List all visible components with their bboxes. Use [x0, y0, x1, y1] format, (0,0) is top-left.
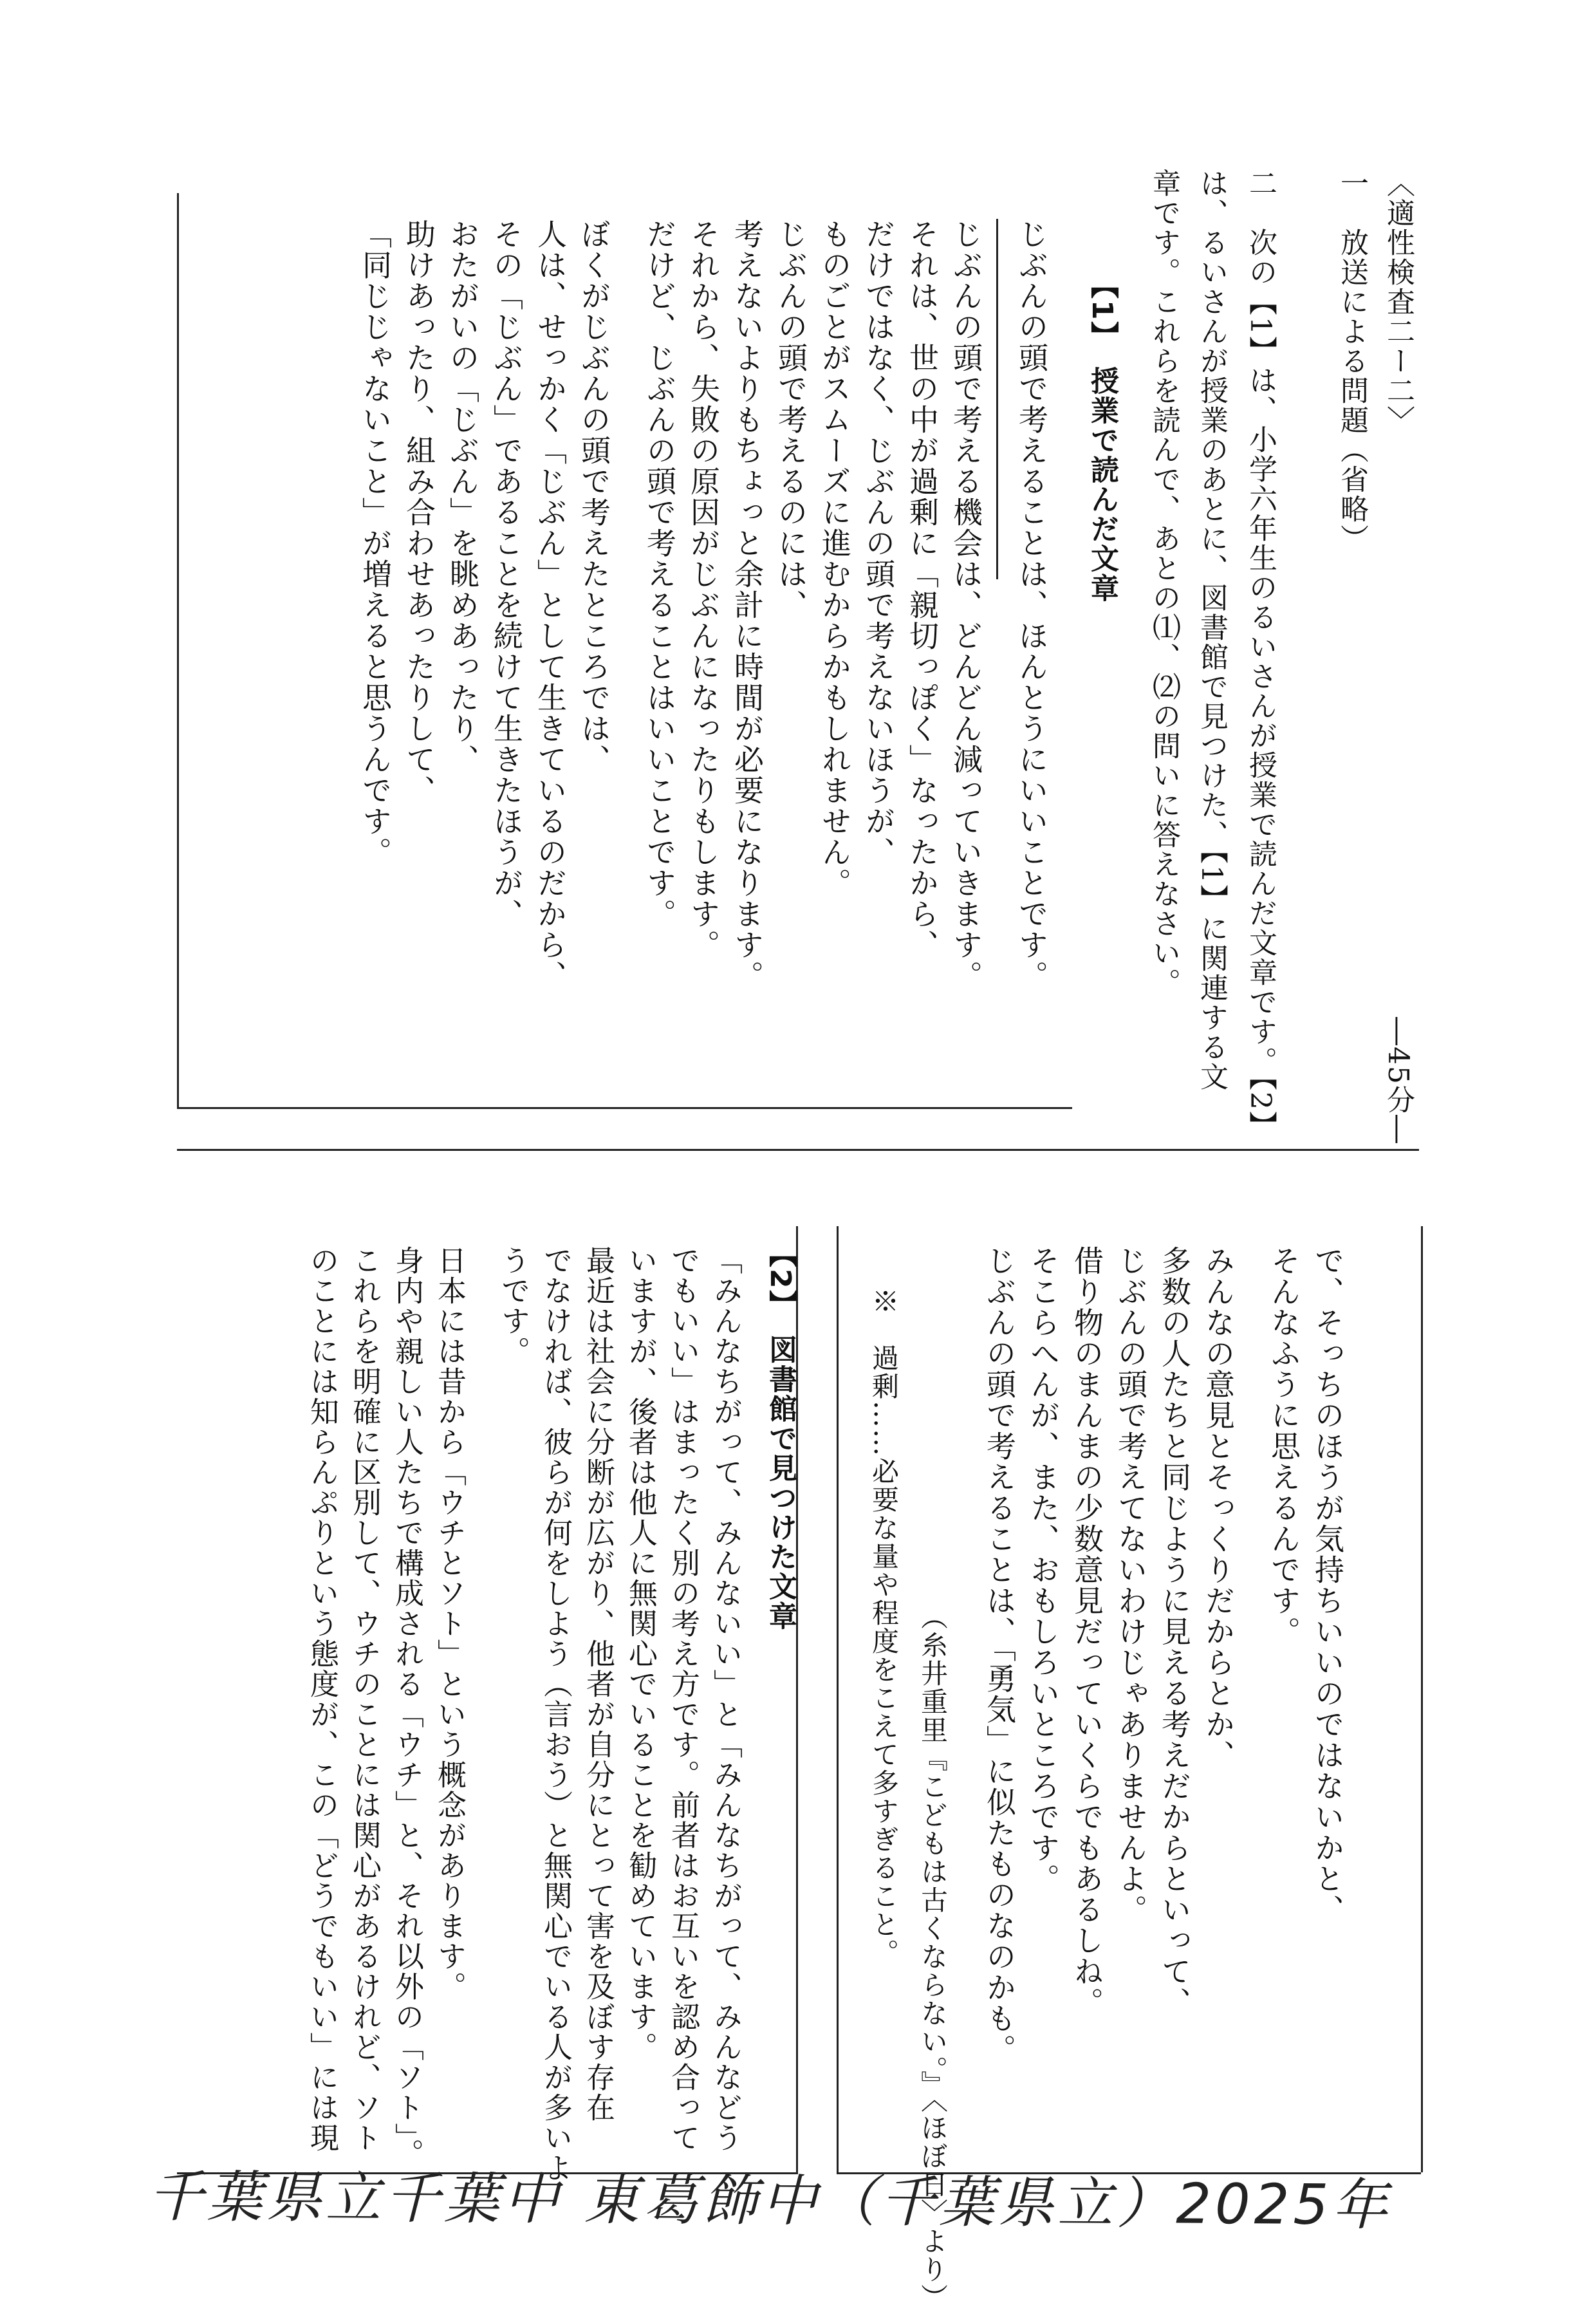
passage1-bottom-line: で、そっちのほうが気持ちいいのではないかと、 — [1310, 1245, 1345, 1925]
passage2-line: でもいい」はまったく別の考え方です。前者はお互いを認め合って — [666, 1245, 700, 2153]
passage1-top-line: じぶんの頭で考えるのには、 — [774, 219, 808, 620]
passage1-top-line: それは、世の中が過剰に「親切っぽく」なったから、 — [905, 219, 940, 960]
passage1-top-line: 「同じじゃないこと」が増えると思うんです。 — [358, 219, 393, 868]
passage2-line: 身内や親しい人たちで構成される「ウチ」と、それ以外の「ソト」。 — [390, 1245, 424, 2169]
passage1-bottom-line: みんなの意見とそっくりだからとか、 — [1201, 1245, 1236, 1771]
passage1-top-line: じぶんの頭で考えることは、ほんとうにいいことです。 — [1014, 219, 1049, 991]
time-limit: ―45分― — [1382, 1017, 1415, 1144]
passage1-heading: 【1】 授業で読んだ文章 — [1086, 270, 1118, 603]
passage2-line: のことには知らんぷりという態度が、この「どうでもいい」には現 — [305, 1245, 339, 2153]
passage1-bottom-line: 多数の人たちと同じように見える考えだからといって、 — [1157, 1245, 1192, 2018]
passage1-top-line: ものごとがスムーズに進むからかもしれません。 — [817, 219, 852, 899]
passage2-line: 日本には昔から「ウチとソト」という概念があります。 — [432, 1245, 467, 2002]
passage1-bottom-line: そんなふうに思えるんです。 — [1267, 1245, 1301, 1647]
passage2-line: いますが、後者は他人に無関心でいることを勧めています。 — [624, 1245, 658, 2062]
question-two-line-2: は、るいさんが授業のあとに、図書館で見つけた、【1】に関連する文 — [1195, 169, 1228, 1092]
passage1-top-line: じぶんの頭で考える機会は、どんどん減っていきます。 — [949, 219, 983, 991]
passage2-line: うです。 — [496, 1245, 530, 1366]
question-one: 一 放送による問題（省略） — [1335, 169, 1368, 554]
question-two-line-1: 二 次の【1】は、小学六年生のるいさんが授業で読んだ文章です。【2】 — [1244, 169, 1277, 1141]
passage1-top-line: それから、失敗の原因がじぶんになったりもします。 — [686, 219, 721, 960]
passage1-top-line: だけど、じぶんの頭で考えることはいいことです。 — [642, 219, 677, 929]
passage2-line: でなければ、彼らが何をしよう（言おう）と無関心でいる人が多いよ — [539, 1245, 573, 2183]
question-two-line-3: 章です。これらを読んで、あとの⑴、⑵の問いに答えなさい。 — [1147, 169, 1180, 998]
passage1-note: ※ 過剰……必要な量や程度をこえて多すぎること。 — [868, 1287, 900, 1967]
passage2-line: 最近は社会に分断が広がり、他者が自分にとって害を及ぼす存在 — [581, 1245, 615, 2123]
passage1-bottom-line: じぶんの頭で考えてないわけじゃありませんよ。 — [1113, 1245, 1148, 1925]
exam-title: 〈適性検査二ー二〉 — [1382, 169, 1415, 435]
passage1-top-line: だけではなく、じぶんの頭で考えないほうが、 — [861, 219, 896, 868]
passage1-top-line: 助けあったり、組み合わせあったりして、 — [402, 219, 436, 806]
passage1-top-line: ぼくがじぶんの頭で考えたところでは、 — [577, 219, 611, 775]
passage2-box — [177, 1226, 798, 2172]
passage1-top-line: 人は、せっかく「じぶん」として生きているのだから、 — [533, 219, 568, 991]
first-line-underline — [996, 219, 998, 579]
passage1-top-line: その「じぶん」であることを続けて生きたほうが、 — [489, 219, 524, 929]
passage1-top-line: おたがいの「じぶん」を眺めあったり、 — [445, 219, 480, 775]
section-divider — [177, 1149, 1419, 1151]
passage1-bottom-line: 借り物のまんまの少数意見だっていくらでもあるしね。 — [1070, 1245, 1104, 2018]
passage2-line: 「みんなちがって、みんないい」と「みんなちがって、みんなどう — [709, 1245, 743, 2153]
handwritten-source-label: 千葉県立千葉中 東葛飾中（千葉県立）2025年 — [147, 2165, 1392, 2238]
passage1-top-line: 考えないよりもちょっと余計に時間が必要になります。 — [730, 219, 765, 991]
passage2-line: これらを明確に区別して、ウチのことには関心があるけれど、ソト — [348, 1245, 382, 2153]
passage1-bottom-line: そこらへんが、また、おもしろいところです。 — [1026, 1245, 1061, 1894]
passage1-bottom-line: じぶんの頭で考えることは、「勇気」に似たものなのかも。 — [982, 1245, 1017, 2065]
passage2-heading: 【2】 図書館で見つけた文章 — [764, 1239, 797, 1631]
passage1-source: （糸井重里『こどもは古くならない。』〈ほぼ日〉より） — [917, 1603, 949, 2312]
